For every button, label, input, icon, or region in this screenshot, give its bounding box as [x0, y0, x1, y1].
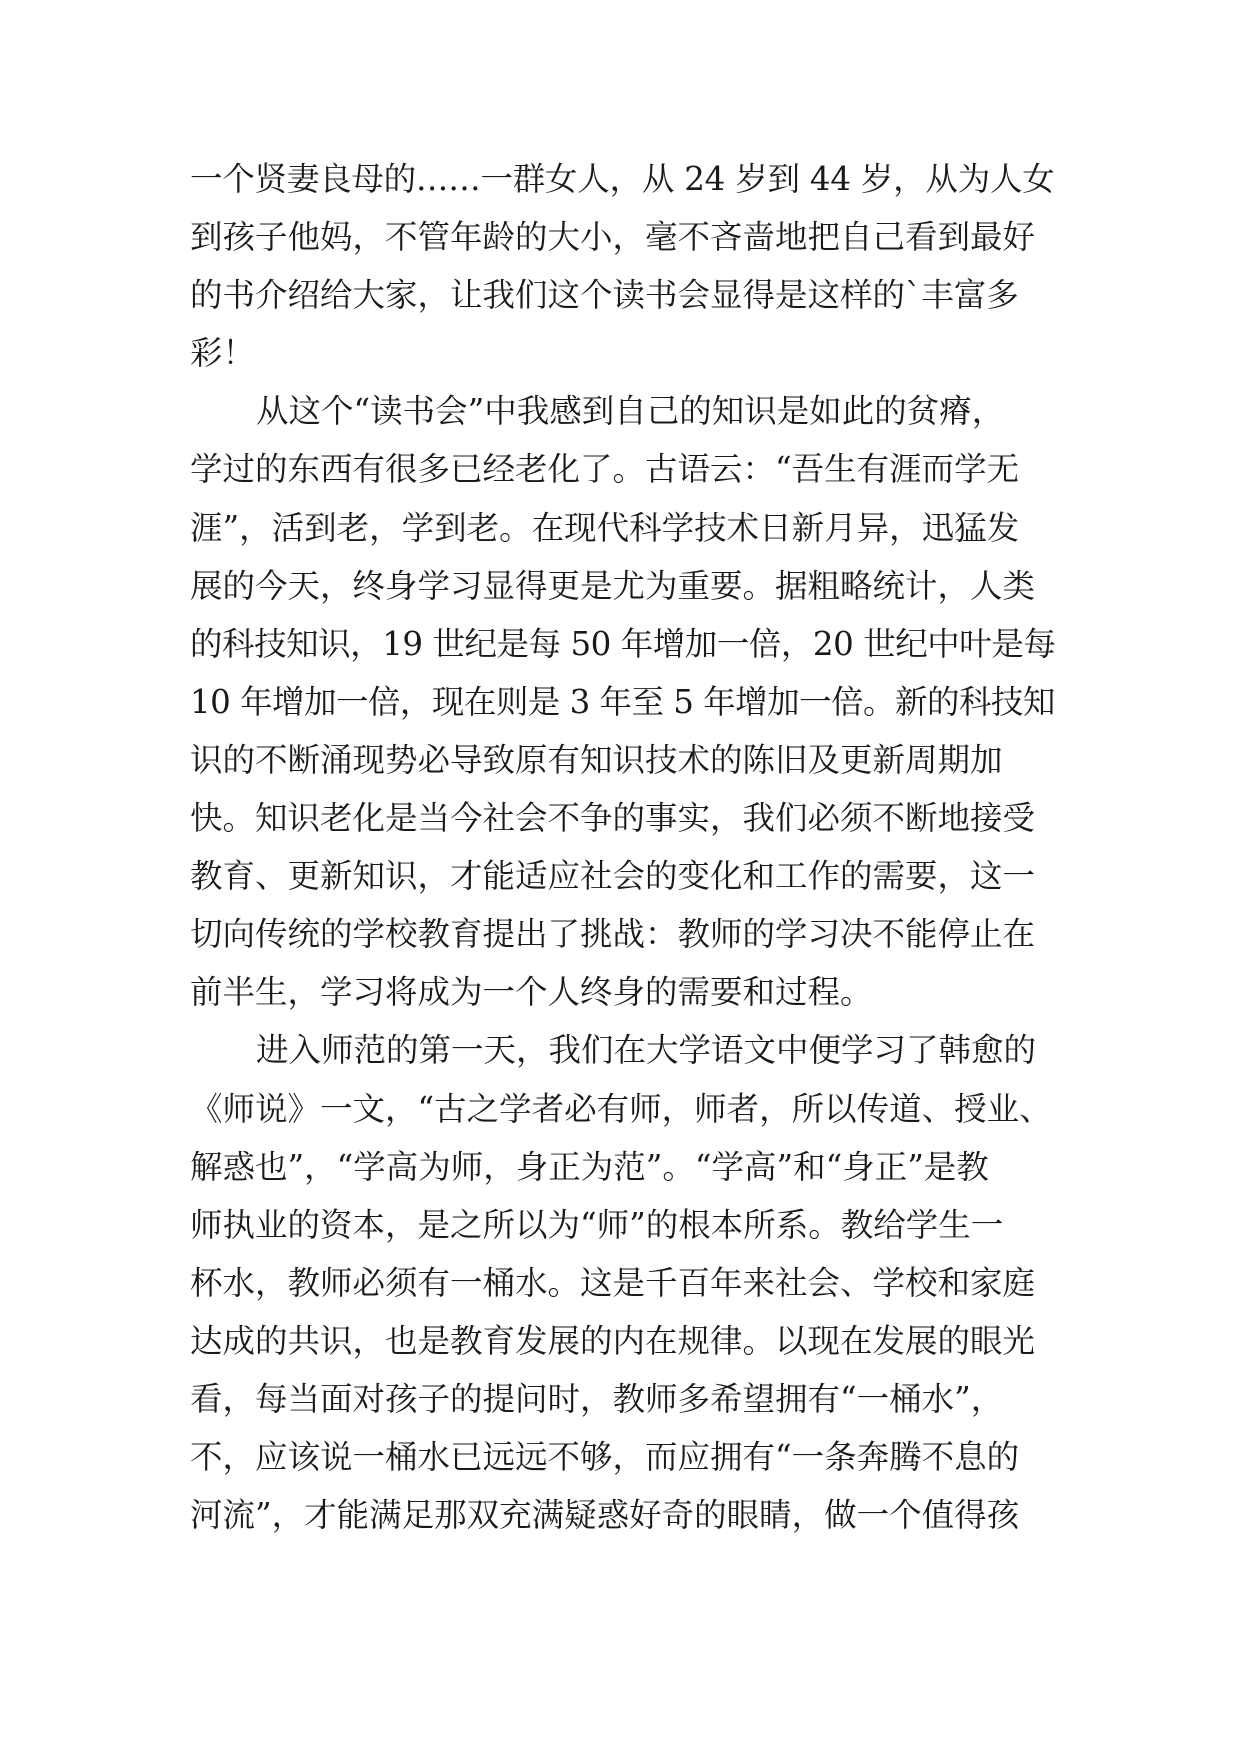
text-line: 识的不断涌现势必导致原有知识技术的陈旧及更新周期加	[190, 740, 1003, 779]
text-line: 快。知识老化是当今社会不争的事实，我们必须不断地接受	[190, 799, 1036, 838]
text-line: 的书介绍给大家，让我们这个读书会显得是这样的`丰富多	[190, 276, 1019, 315]
text-line: 10 年增加一倍，现在则是 3 年至 5 年增加一倍。新的科技知	[190, 682, 1055, 721]
text-line: 进入师范的第一天，我们在大学语文中便学习了韩愈的	[256, 1031, 1037, 1070]
text-line: 不，应该说一桶水已远远不够，而应拥有“一条奔腾不息的	[190, 1438, 1020, 1477]
text-line: 学过的东西有很多已经老化了。古语云：“吾生有涯而学无	[190, 450, 1020, 489]
text-line: 教育、更新知识，才能适应社会的变化和工作的需要，这一	[190, 857, 1036, 896]
text-line: 涯”，活到老，学到老。在现代科学技术日新月异，迅猛发	[190, 508, 1020, 547]
text-line: 看，每当面对孩子的提问时，教师多希望拥有“一桶水”，	[190, 1379, 1004, 1418]
text-line: 彩！	[190, 334, 256, 373]
text-line: 展的今天，终身学习显得更是尤为重要。据粗略统计，人类	[190, 566, 1036, 605]
text-line: 解惑也”，“学高为师，身正为范”。“学高”和“身正”是教	[190, 1147, 989, 1186]
body-text	[190, 150, 1055, 1544]
text-line: 《师说》一文，“古之学者必有师，师者，所以传道、授业、	[190, 1089, 1052, 1128]
text-line: 前半生，学习将成为一个人终身的需要和过程。	[190, 973, 873, 1012]
text-line: 到孩子他妈，不管年龄的大小，毫不吝啬地把自己看到最好	[190, 218, 1036, 257]
text-line: 从这个“读书会”中我感到自己的知识是如此的贫瘠，	[256, 392, 1005, 431]
text-line: 的科技知识，19 世纪是每 50 年增加一倍，20 世纪中叶是每	[190, 624, 1056, 663]
text-line: 一个贤妻良母的……一群女人，从 24 岁到 44 岁，从为人女	[190, 160, 1055, 198]
text-line: 河流”，才能满足那双充满疑惑好奇的眼睛，做一个值得孩	[190, 1496, 1020, 1535]
text-line: 杯水，教师必须有一桶水。这是千百年来社会、学校和家庭	[190, 1263, 1036, 1302]
text-line: 切向传统的学校教育提出了挑战：教师的学习决不能停止在	[190, 915, 1036, 954]
text-line: 师执业的资本，是之所以为“师”的根本所系。教给学生一	[190, 1205, 1004, 1244]
text-line: 达成的共识，也是教育发展的内在规律。以现在发展的眼光	[190, 1321, 1036, 1360]
